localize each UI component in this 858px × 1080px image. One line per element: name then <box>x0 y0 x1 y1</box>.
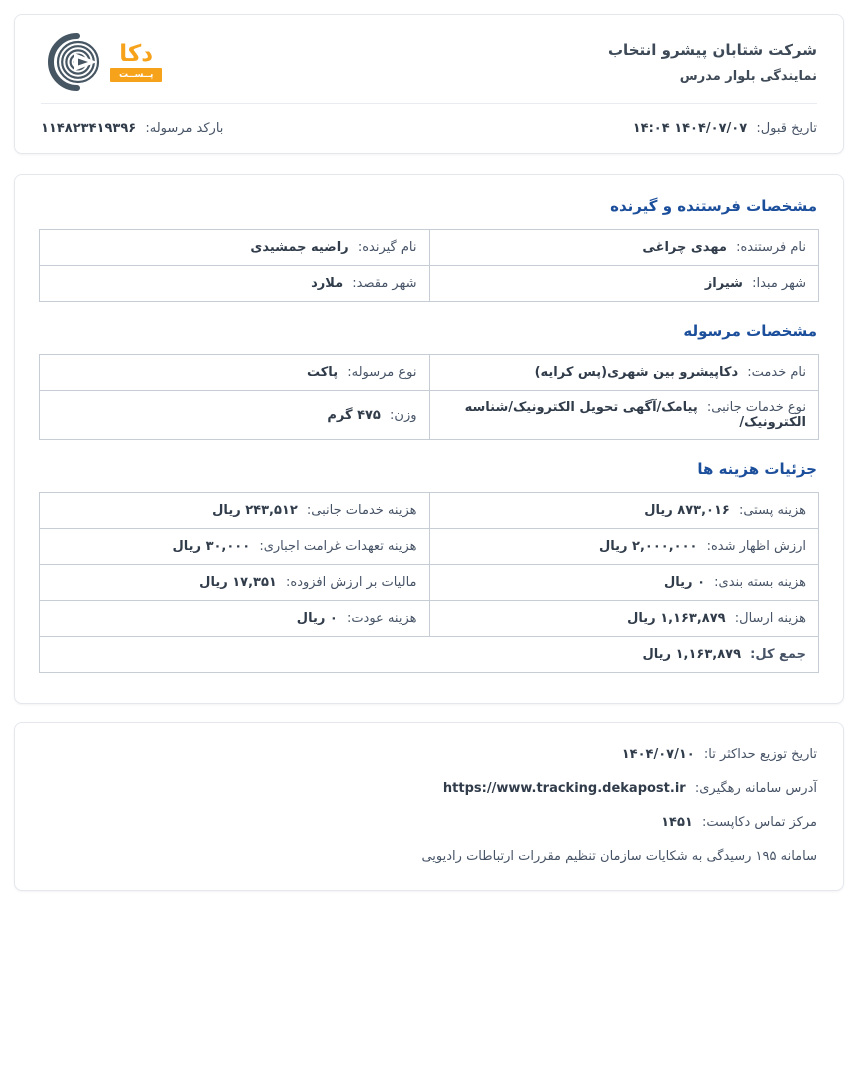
company-block <box>608 41 817 84</box>
tracking-url: https://www.tracking.dekapost.ir <box>442 781 686 796</box>
field-label: هزینه پستی: <box>738 503 806 518</box>
logo-word-deka: دکا <box>119 40 154 67</box>
field-label: نام خدمت: <box>747 365 806 380</box>
header-bottom-row <box>41 112 817 143</box>
field-label: هزینه بسته بندی: <box>714 575 806 590</box>
accept-date-value: ۱۴۰۴/۰۷/۰۷ ۱۴:۰۴ <box>632 121 748 136</box>
field-origin-city <box>429 266 819 302</box>
field-value: ۱,۱۶۳,۸۷۹ ریال <box>627 611 726 626</box>
field-return-cost <box>40 601 430 637</box>
field-label: هزینه خدمات جانبی: <box>306 503 417 518</box>
header-divider <box>41 103 817 104</box>
table-row <box>40 266 819 302</box>
table-row <box>40 391 819 440</box>
field-label: نوع خدمات جانبی: <box>706 400 806 415</box>
field-label: شهر مقصد: <box>352 276 417 291</box>
field-value: شیراز <box>704 276 743 291</box>
field-receiver-name <box>40 230 430 266</box>
field-weight <box>40 391 430 440</box>
field-value: ۴۷۵ گرم <box>327 407 381 423</box>
field-value: ۰ ریال <box>296 611 338 626</box>
field-packaging-cost <box>429 565 819 601</box>
field-label: مرکز تماس دکاپست: <box>701 815 817 830</box>
field-label: نوع مرسوله: <box>347 365 417 380</box>
field-value: دکاپیشرو بین شهری(پس کرایه) <box>534 365 739 380</box>
field-value: راضیه جمشیدی <box>250 240 349 255</box>
field-label: نام فرستنده: <box>736 240 806 255</box>
field-label: هزینه تعهدات غرامت اجباری: <box>259 539 417 554</box>
field-declared-value <box>429 529 819 565</box>
branch-name: نمایندگی بلوار مدرس <box>679 68 817 84</box>
complaints-text: سامانه ۱۹۵ رسیدگی به شکایات سازمان تنظیم مقررات ارتباطات رادیویی <box>421 849 817 864</box>
tracking-system-address <box>41 781 817 796</box>
section-title-costs: جزئیات هزینه ها <box>697 460 817 478</box>
logo-post-badge: پــســت <box>110 68 162 82</box>
field-value: پیامک/آگهی تحویل الکترونیک/شناسه الکترونیک/ <box>464 400 806 430</box>
field-value: پاکت <box>306 365 339 380</box>
field-service-name <box>429 355 819 391</box>
dekapost-spiral-icon <box>41 33 105 91</box>
section-title-sender-receiver: مشخصات فرستنده و گیرنده <box>610 197 817 215</box>
complaints-line <box>41 849 817 864</box>
field-shipping-cost <box>429 601 819 637</box>
field-value: ۱۴۰۴/۰۷/۱۰ <box>621 747 695 762</box>
field-value: مهدی چراغی <box>642 240 727 255</box>
field-label: هزینه عودت: <box>346 611 417 626</box>
field-label: هزینه ارسال: <box>734 611 806 626</box>
field-value: ۳۰,۰۰۰ ریال <box>172 539 251 554</box>
logo-wordmark <box>110 42 162 82</box>
field-label: جمع کل: <box>750 647 806 662</box>
field-value: ۸۷۳,۰۱۶ ریال <box>644 503 730 518</box>
header-top-row <box>41 29 817 95</box>
field-label: شهر مبدا: <box>752 276 806 291</box>
field-value: ۱,۱۶۳,۸۷۹ ریال <box>642 647 741 662</box>
field-grand-total <box>40 637 819 673</box>
field-label: وزن: <box>390 407 417 423</box>
field-label: آدرس سامانه رهگیری: <box>694 781 817 796</box>
field-side-services-cost <box>40 493 430 529</box>
field-value: ۲,۰۰۰,۰۰۰ ریال <box>598 539 698 554</box>
field-label: مالیات بر ارزش افزوده: <box>286 575 417 590</box>
table-row <box>40 529 819 565</box>
field-value: ۱۷,۳۵۱ ریال <box>199 575 277 590</box>
field-label: ارزش اظهار شده: <box>706 539 806 554</box>
costs-table <box>39 492 819 673</box>
parcel-table <box>39 354 819 440</box>
section-title-parcel: مشخصات مرسوله <box>683 322 817 340</box>
table-row <box>40 601 819 637</box>
field-value: ۰ ریال <box>664 575 706 590</box>
table-row <box>40 493 819 529</box>
table-row <box>40 565 819 601</box>
field-value: ملارد <box>311 276 344 291</box>
accept-date-label: تاریخ قبول: <box>756 121 817 136</box>
field-destination-city <box>40 266 430 302</box>
table-row <box>40 230 819 266</box>
field-value: ۱۴۵۱ <box>661 815 693 830</box>
barcode-label: بارکد مرسوله: <box>145 121 224 136</box>
shipment-details-card <box>14 174 844 704</box>
company-name: شرکت شتابان پیشرو انتخاب <box>607 40 817 59</box>
sender-receiver-table <box>39 229 819 302</box>
delivery-deadline <box>41 747 817 762</box>
field-parcel-type <box>40 355 430 391</box>
field-label: نام گیرنده: <box>357 240 417 255</box>
shipment-barcode <box>41 121 223 136</box>
header-card <box>14 14 844 154</box>
call-center <box>41 815 817 830</box>
accept-date <box>633 121 817 136</box>
field-label: تاریخ توزیع حداکثر تا: <box>703 747 817 762</box>
footer-card <box>14 722 844 891</box>
field-vat <box>40 565 430 601</box>
field-side-services <box>429 391 819 440</box>
barcode-value: ۱۱۴۸۲۳۴۱۹۳۹۶ <box>41 121 137 136</box>
field-compensation-cost <box>40 529 430 565</box>
field-sender-name <box>429 230 819 266</box>
dekapost-logo <box>41 33 162 91</box>
field-value: ۲۴۳,۵۱۲ ریال <box>212 503 298 518</box>
field-postal-cost <box>429 493 819 529</box>
total-row <box>40 637 819 673</box>
table-row <box>40 355 819 391</box>
